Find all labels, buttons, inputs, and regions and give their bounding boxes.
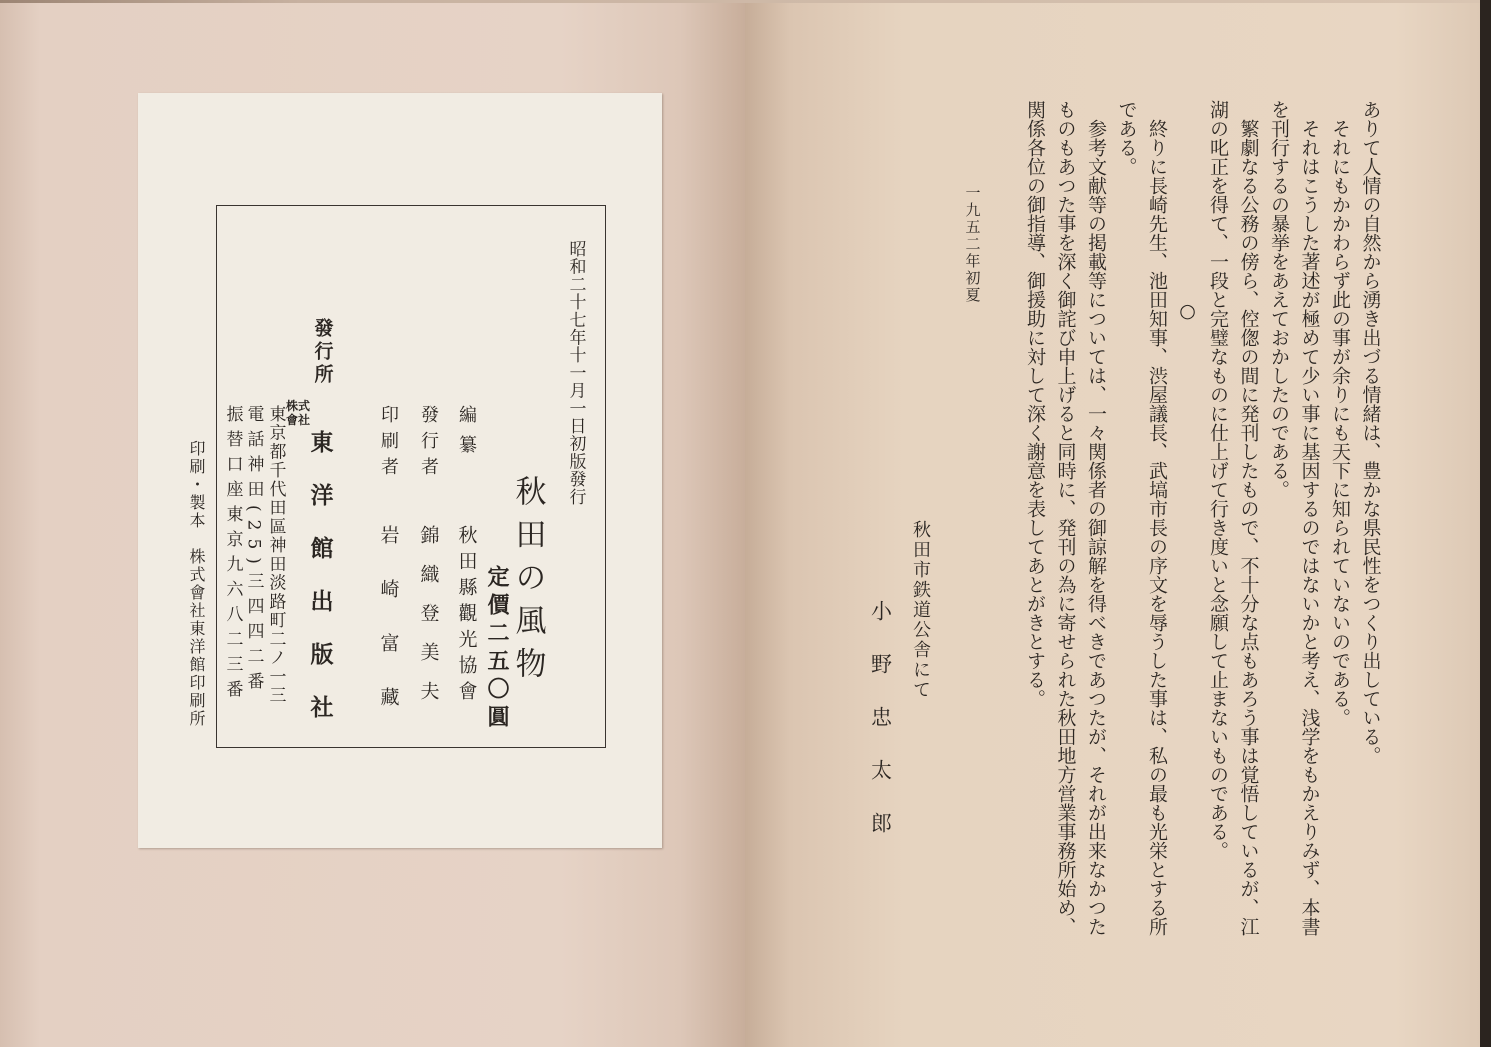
- publishing-house: 東洋館出版社: [306, 430, 334, 748]
- right-edge: [1480, 0, 1491, 1047]
- company-type-line: 會社: [285, 412, 310, 427]
- afterword-line: それにもかかわらず此の事が余りにも天下に知られていないのである。: [1329, 119, 1351, 727]
- company-type: [284, 400, 312, 428]
- publication-date: 昭和二十七年十一月一日初版發行: [565, 240, 586, 506]
- price: 定價二五〇圓: [484, 565, 510, 733]
- afterword-place: 秋田市鉄道公舎にて: [910, 520, 931, 700]
- printer-label: 印刷者: [378, 405, 399, 483]
- publisher-label: 發行者: [418, 405, 439, 483]
- publishing-house-label: 發行所: [311, 318, 334, 387]
- afterword-line: を刊行するの暴挙をあえておかしたのである。: [1268, 100, 1290, 499]
- afterword-line: 関係各位の御指導、御援助に対して深く謝意を表してあとがきとする。: [1024, 100, 1046, 708]
- afterword-line: ものもあつた事を深く御詫び申上げると同時に、発刊の為に寄せられた秋田地方営業事務所始め、: [1054, 100, 1077, 936]
- afterword-line: 終りに長崎先生、池田知事、渋屋議長、武塙市長の序文を辱うした事は、私の最も光栄とする所: [1146, 119, 1168, 936]
- printer: 岩崎富藏: [377, 525, 400, 741]
- book-title: 秋田の風物: [509, 475, 546, 690]
- editor: 秋田縣觀光協會: [455, 525, 478, 707]
- afterword-line: 繁劇なる公務の傍ら、倥偬の間に発刊したもので、不十分な点もあろう事は覚悟しているが、江: [1237, 119, 1260, 936]
- afterword-line: ありて人情の自然から湧き出づる情緒は、豊かな県民性をつくり出している。: [1359, 100, 1382, 765]
- afterword-line: 湖の叱正を得て、一段と完璧なものに仕上げて行き度いと念願して止まないものである。: [1207, 100, 1229, 860]
- top-edge: [0, 0, 1480, 3]
- publisher-address: 東京都千代田區神田淡路町二ノ一三: [265, 405, 286, 705]
- transfer-account: 振替口座東京九六八二三番: [222, 405, 243, 705]
- editor-label: 編纂: [456, 405, 477, 465]
- afterword-line: それはこうした著述が極めて少い事に基因するのではないかと考え、浅学をもかえりみず、本書: [1298, 119, 1321, 936]
- section-divider-circle: ○: [1176, 300, 1199, 322]
- afterword-author: 小野忠太郎: [868, 600, 893, 865]
- afterword-line: である。: [1115, 100, 1138, 176]
- publisher: 錦織登美夫: [417, 525, 440, 720]
- afterword-date: 一九五二年初夏: [963, 185, 982, 304]
- afterword-line: 参考文献等の掲載等については、一々関係者の御諒解を得べきであつたが、それが出来なかつた: [1085, 119, 1107, 936]
- company-type-line: 株式: [285, 399, 310, 413]
- print-binding: 印刷・製本 株式會社東洋館印刷所: [187, 440, 206, 728]
- publisher-phone: 電話神田(25)三四四二番: [243, 405, 264, 697]
